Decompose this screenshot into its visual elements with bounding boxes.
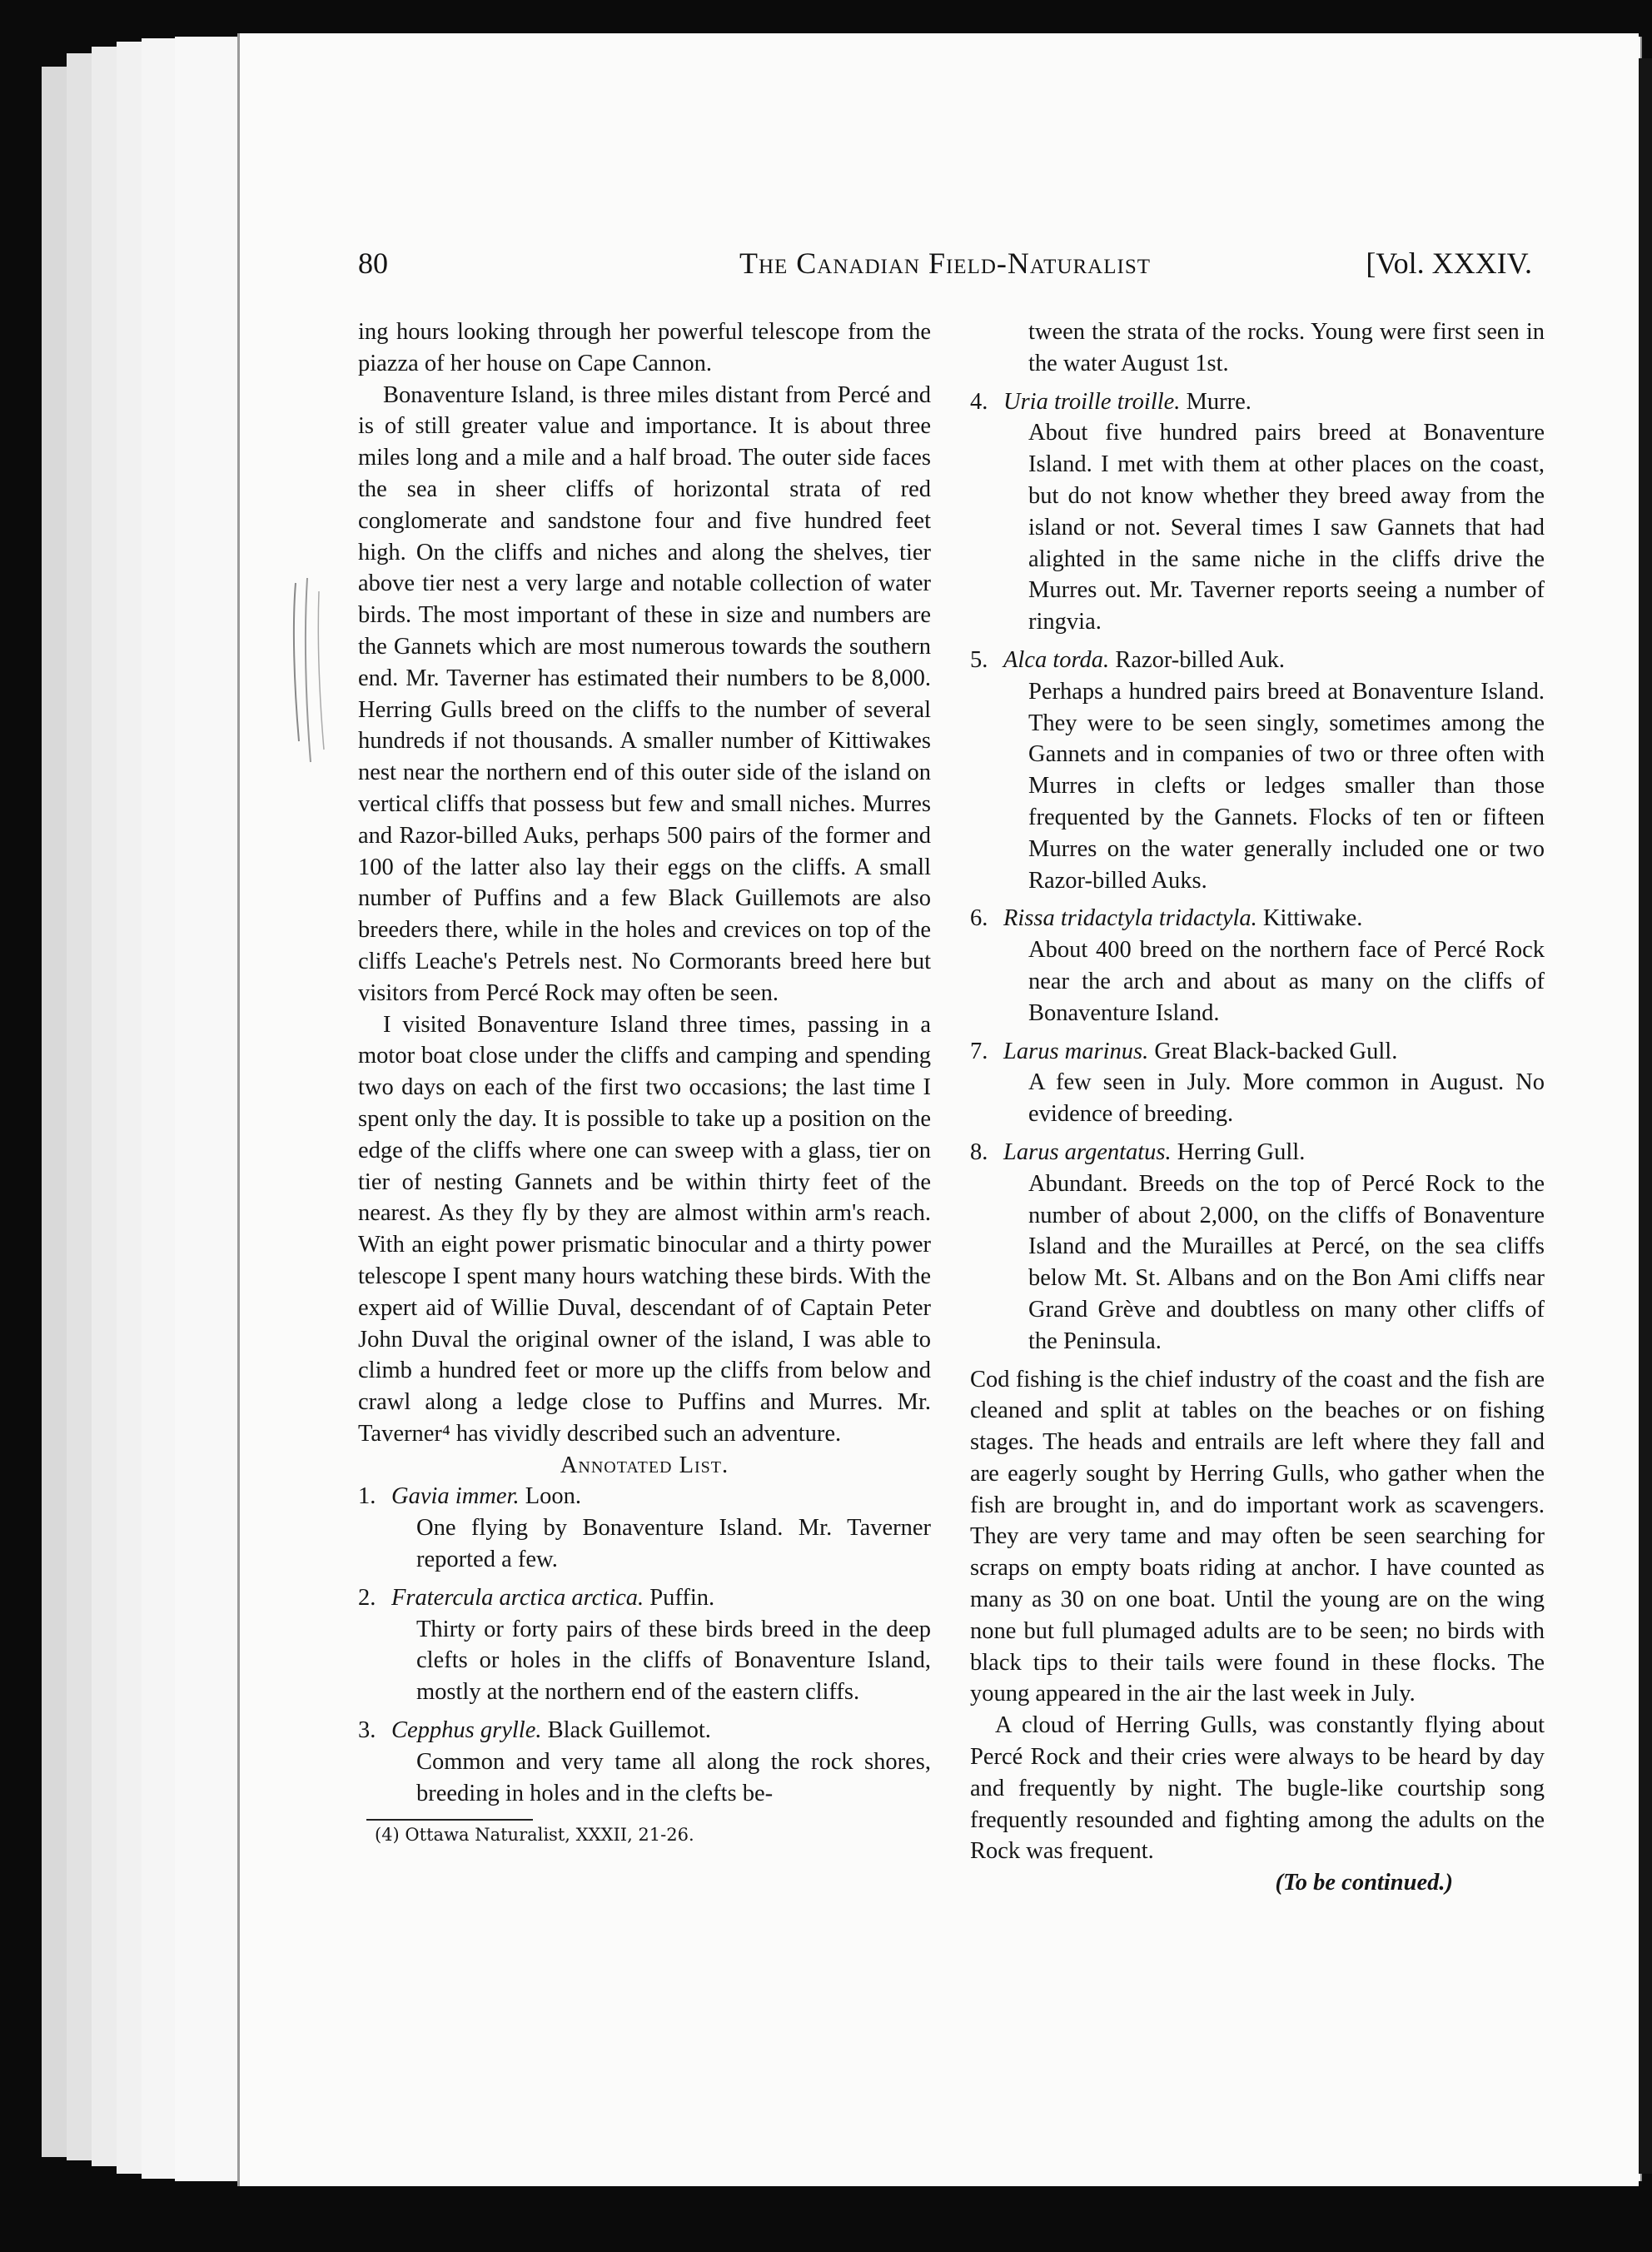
species-entry	[970, 1137, 1545, 1168]
species-latin: Gavia immer.	[391, 1483, 520, 1510]
species-common: Kittiwake.	[1262, 905, 1363, 932]
volume-label: [Vol. XXXIV.	[1366, 247, 1532, 280]
species-entry	[358, 1715, 931, 1746]
species-name	[391, 1582, 931, 1614]
species-number: 3.	[358, 1717, 376, 1744]
species-entry	[358, 1582, 931, 1614]
species-description: About 400 breed on the northern face of Percé Rock near the arch and about as many on the cliffs of Bonaventure Island.	[1028, 937, 1545, 1026]
species-number: 4.	[970, 388, 988, 415]
pencil-mark-icon	[287, 575, 329, 766]
species-description: tween the strata of the rocks. Young were first seen in the water August 1st.	[1028, 319, 1545, 376]
footnote: (4) Ottawa Naturalist, XXXII, 21-26.	[375, 1825, 694, 1846]
species-entry	[970, 386, 1545, 418]
paragraph: I visited Bonaventure Island three times, passing in a motor boat close under the cliffs and camping and spending two days on each of the first two occasions; the last time I spent only the day. It is possible to take up a position on the edge of the cliffs where one can sweep with a glass, tier on tier of nesting Gannets and be within thirty feet of the nearest. As they fly by they are almost within arm's reach. With an eight power prismatic binocular and a thirty power telescope I spent many hours watching these birds. With the expert aid of Willie Duval, descendant of of Captain Peter John Duval the original owner of the island, I was able to climb a hundred feet or more up the cliffs from below and crawl along a ledge close to Puffins and Murres. Mr. Taverner⁴ has vividly described such an adventure.	[358, 1011, 931, 1447]
species-number: 7.	[970, 1038, 988, 1064]
species-name	[1003, 386, 1545, 418]
species-latin: Alca torda.	[1003, 646, 1110, 673]
species-latin: Larus argentatus.	[1003, 1138, 1172, 1165]
species-common: Black Guillemot.	[547, 1717, 711, 1744]
footnote-rule	[366, 1819, 533, 1821]
species-description: One flying by Bonaventure Island. Mr. Taverner reported a few.	[416, 1515, 931, 1573]
species-number: 2.	[358, 1584, 376, 1611]
species-latin: Uria troille troille.	[1003, 388, 1181, 415]
species-common: Razor-billed Auk.	[1115, 646, 1285, 673]
species-number: 5.	[970, 646, 988, 673]
species-entry	[970, 903, 1545, 934]
species-common: Herring Gull.	[1177, 1138, 1306, 1165]
right-column	[970, 316, 1545, 1899]
species-latin: Larus marinus.	[1003, 1038, 1149, 1064]
page-number: 80	[358, 247, 388, 280]
species-name	[1003, 1137, 1545, 1168]
species-common: Murre.	[1186, 388, 1251, 415]
section-heading: Annotated List.	[560, 1452, 729, 1478]
species-common: Great Black-backed Gull.	[1154, 1038, 1398, 1064]
species-entry	[358, 1481, 931, 1512]
paragraph: ing hours looking through her powerful telescope from the piazza of her house on Cape Cannon.	[358, 319, 931, 376]
species-number: 8.	[970, 1138, 988, 1165]
species-description: A few seen in July. More common in August. No evidence of breeding.	[1028, 1069, 1545, 1128]
continued-note: (To be continued.)	[1275, 1870, 1453, 1896]
species-entry	[970, 1036, 1545, 1068]
species-description: Thirty or forty pairs of these birds breed in the deep clefts or holes in the cliffs of Bonaventure Island, mostly at the northern end of the eastern cliffs.	[416, 1616, 931, 1706]
left-column	[358, 316, 931, 1846]
species-name	[1003, 645, 1545, 676]
species-description: Perhaps a hundred pairs breed at Bonaventure Island. They were to be seen singly, sometimes among the Gannets and in companies of two or three often with Murres in clefts or ledges smaller than those frequented by the Gannets. Flocks of ten or fifteen Murres on the water generally included one or two Razor-billed Auks.	[1028, 678, 1545, 894]
species-latin: Rissa tridactyla tridactyla.	[1003, 905, 1257, 932]
species-name	[1003, 1036, 1545, 1068]
running-header	[358, 246, 1532, 287]
species-name	[391, 1715, 931, 1746]
paragraph: Bonaventure Island, is three miles distant from Percé and is of still greater value and importance. It is about three miles long and a mile and a half broad. The outer side faces the sea in sheer cliffs of horizontal strata of red conglomerate and sandstone four and five hundred feet high. On the cliffs and niches and along the shelves, tier above tier nest a very large and notable collection of water birds. The most important of these in size and numbers are the Gannets which are most numerous towards the southern end. Mr. Taverner has estimated their numbers to be 8,000. Herring Gulls breed on the cliffs to the number of several hundreds if not thousands. A smaller number of Kittiwakes nest near the northern end of this outer side of the island on vertical cliffs that possess but few and small niches. Murres and Razor-billed Auks, perhaps 500 pairs of the former and 100 of the latter also lay their eggs on the cliffs. A small number of Puffins and a few Black Guillemots are also breeders there, while in the holes and crevices on top of the cliffs Leache's Petrels nest. No Cormorants breed here but visitors from Percé Rock may often be seen.	[358, 381, 931, 1006]
species-number: 6.	[970, 905, 988, 932]
paragraph: A cloud of Herring Gulls, was constantly flying about Percé Rock and their cries were always to be heard by day and frequently by night. The bugle-like courtship song frequently resounded and fighting among the adults on the Rock was frequent.	[970, 1712, 1545, 1865]
species-latin: Fratercula arctica arctica.	[391, 1584, 644, 1611]
paragraph: Cod fishing is the chief industry of the coast and the fish are cleaned and split at tables on the beaches or on fishing stages. The heads and entrails are left where they fall and are eagerly sought by Herring Gulls, who gather when the fish are brought in, and do important work as scavengers. They are very tame and may often be seen searching for scraps on empty boats riding at anchor. I have counted as many as 30 on one boat. Until the young are on the wing none but full plumaged adults are to be seen; no birds with black tips to their tails were found in these flocks. The young appeared in the air the last week in July.	[970, 1366, 1545, 1707]
species-common: Puffin.	[649, 1584, 715, 1611]
species-description: About five hundred pairs breed at Bonaventure Island. I met with them at other places on the coast, but do not know whether they breed away from the island or not. Several times I saw Gannets that had alighted in the same niche in the cliffs drive the Murres out. Mr. Taverner reports seeing a number of ringvia.	[1028, 420, 1545, 635]
species-entry	[970, 645, 1545, 676]
species-common: Loon.	[525, 1483, 581, 1510]
species-number: 1.	[358, 1483, 376, 1510]
species-name	[391, 1481, 931, 1512]
journal-title: The Canadian Field-Naturalist	[739, 247, 1151, 280]
species-description: Common and very tame all along the rock shores, breeding in holes and in the clefts be-	[416, 1748, 931, 1806]
species-description: Abundant. Breeds on the top of Percé Rock to the number of about 2,000, on the cliffs of Bonaventure Island and the Murailles at Percé, on the sea cliffs below Mt. St. Albans and on the Bon Ami cliffs near Grand Grève and doubtless on many other cliffs of the Peninsula.	[1028, 1170, 1545, 1354]
species-latin: Cepphus grylle.	[391, 1717, 542, 1744]
species-name	[1003, 903, 1545, 934]
